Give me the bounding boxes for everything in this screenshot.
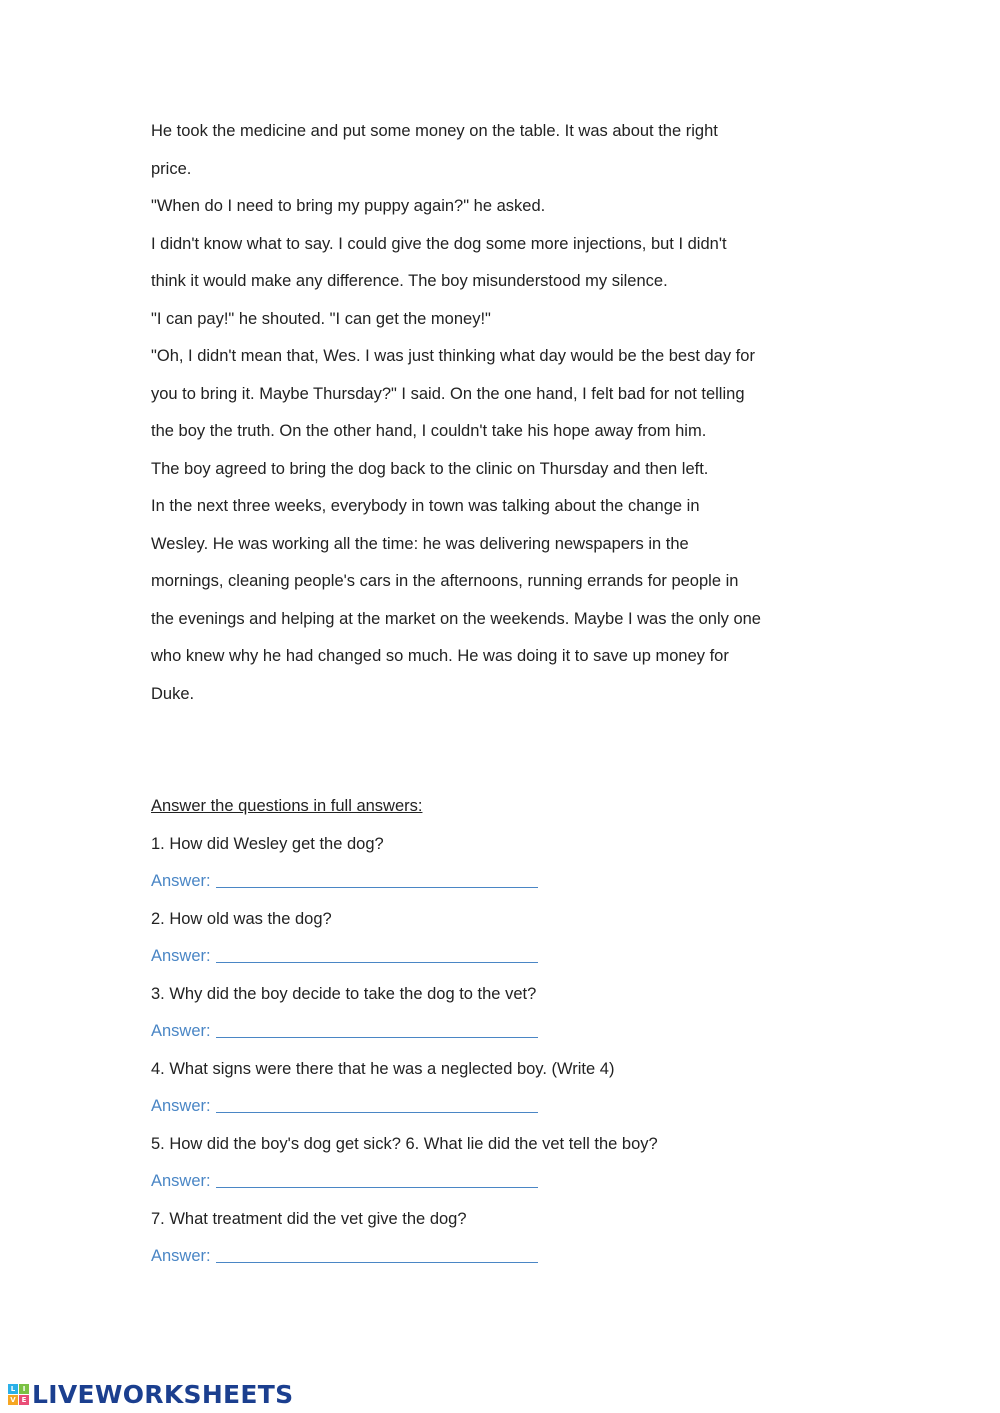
answer-row-2 (151, 938, 771, 976)
story-paragraph: The boy agreed to bring the dog back to the clinic on Thursday and then left. (151, 459, 709, 478)
questions-section (151, 788, 771, 1276)
question-4: 4. What signs were there that he was a neglected boy. (Write 4) (151, 1059, 615, 1078)
questions-heading: Answer the questions in full answers: (151, 797, 423, 815)
logo-block: V (8, 1395, 18, 1405)
answer-row-5 (151, 1163, 771, 1201)
story-paragraph: In the next three weeks, everybody in town was talking about the change in Wesley. He was working all the time: he was delivering newspapers in the mornings, cleaning people's cars in the afternoons, running errands for people in the evenings and helping at the market on the weekends. Maybe I was the only one who knew why he had changed so much. He was doing it to save up money for Duke. (151, 497, 761, 703)
story-paragraph: "When do I need to bring my puppy again?" he asked. (151, 197, 546, 215)
question-7: 7. What treatment did the vet give the dog? (151, 1209, 467, 1228)
liveworksheets-logo (8, 1378, 293, 1410)
logo-block: E (19, 1395, 29, 1405)
answer-field-2[interactable] (216, 945, 538, 963)
question-1: 1. How did Wesley get the dog? (151, 834, 384, 853)
answer-row-3 (151, 1013, 771, 1051)
answer-label: Answer: (151, 1097, 211, 1115)
answer-field-1[interactable] (216, 870, 538, 888)
answer-label: Answer: (151, 1247, 211, 1265)
answer-label: Answer: (151, 947, 211, 965)
logo-blocks-icon (8, 1384, 29, 1405)
logo-block: L (8, 1384, 18, 1394)
story-text (151, 113, 761, 713)
answer-field-3[interactable] (216, 1020, 538, 1038)
answer-row-7 (151, 1238, 771, 1276)
answer-label: Answer: (151, 1172, 211, 1190)
question-2: 2. How old was the dog? (151, 909, 332, 928)
answer-row-4 (151, 1088, 771, 1126)
logo-text: LIVEWORKSHEETS (32, 1379, 294, 1409)
question-3: 3. Why did the boy decide to take the dog to the vet? (151, 984, 537, 1003)
story-paragraph: I didn't know what to say. I could give the dog some more injections, but I didn't think it would make any difference. The boy misunderstood my silence. (151, 234, 727, 290)
question-5-6: 5. How did the boy's dog get sick? 6. What lie did the vet tell the boy? (151, 1134, 658, 1153)
answer-row-1 (151, 863, 771, 901)
story-paragraph: He took the medicine and put some money on the table. It was about the right price. (151, 122, 718, 178)
answer-field-5[interactable] (216, 1170, 538, 1188)
story-paragraph: "I can pay!" he shouted. "I can get the money!" (151, 309, 491, 328)
answer-field-4[interactable] (216, 1095, 538, 1113)
story-paragraph: "Oh, I didn't mean that, Wes. I was just thinking what day would be the best day for you to bring it. Maybe Thursday?" I said. On the one hand, I felt bad for not telling the boy the truth. On the other hand, I couldn't take his hope away from him. (151, 347, 755, 440)
answer-field-7[interactable] (216, 1245, 538, 1263)
answer-label: Answer: (151, 872, 211, 890)
logo-block: I (19, 1384, 29, 1394)
answer-label: Answer: (151, 1022, 211, 1040)
